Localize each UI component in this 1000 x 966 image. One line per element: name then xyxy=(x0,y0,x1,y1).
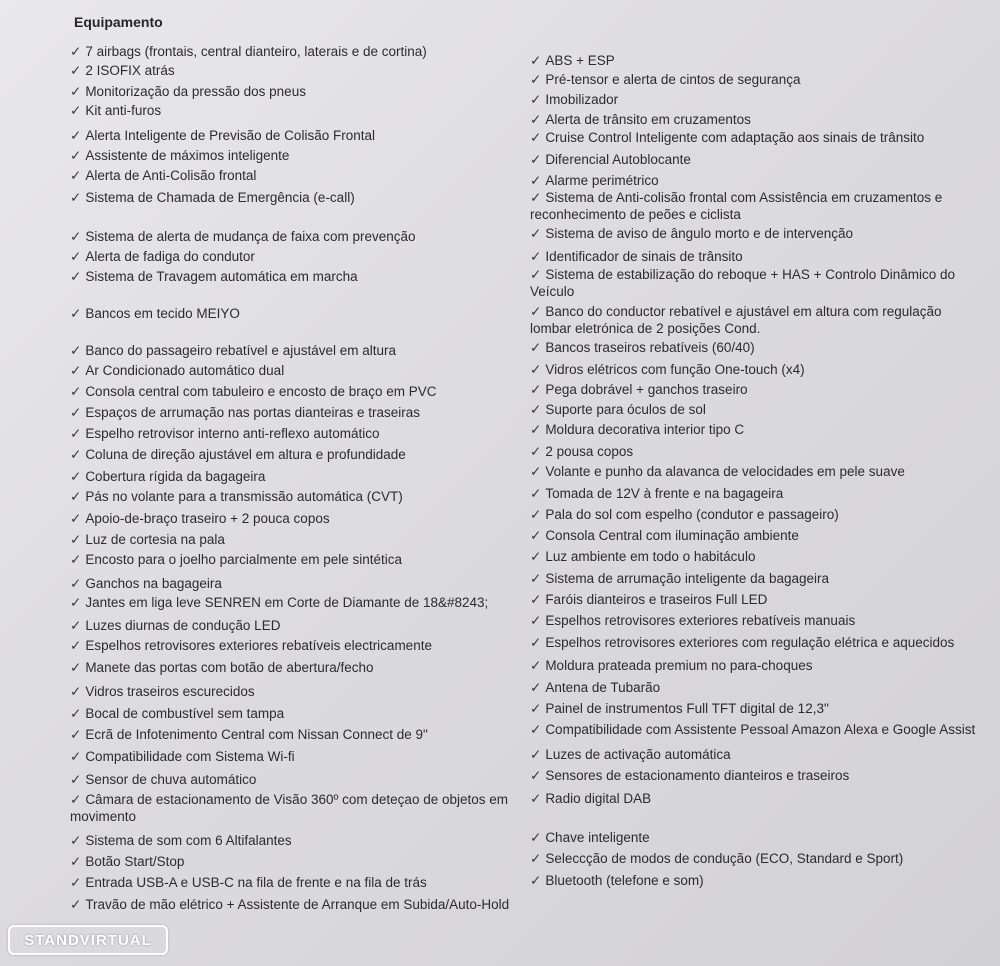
check-icon: ✓ xyxy=(530,422,542,437)
left-equipment-item xyxy=(70,771,256,788)
check-icon: ✓ xyxy=(70,229,82,244)
check-icon: ✓ xyxy=(530,528,542,543)
right-equipment-item-label: Luz ambiente em todo o habitáculo xyxy=(545,549,756,564)
left-equipment-item xyxy=(70,425,379,442)
left-equipment-item xyxy=(70,468,265,485)
right-equipment-item-label: 2 pousa copos xyxy=(545,444,634,459)
right-equipment-item xyxy=(530,52,615,69)
check-icon: ✓ xyxy=(530,402,542,417)
right-equipment-item xyxy=(530,700,829,717)
right-equipment-item xyxy=(530,679,660,696)
left-equipment-item-label: Entrada USB-A e USB-C na fila de frente e na fila de trás xyxy=(85,875,427,890)
left-equipment-item-label: Sistema de Travagem automática em marcha xyxy=(85,269,358,284)
left-equipment-item-label: Ar Condicionado automático dual xyxy=(85,363,285,378)
left-equipment-item xyxy=(70,488,403,505)
check-icon: ✓ xyxy=(70,532,82,547)
check-icon: ✓ xyxy=(70,269,82,284)
right-equipment-item-label: Identificador de sinais de trânsito xyxy=(545,249,743,264)
right-equipment-item-label: Diferencial Autoblocante xyxy=(545,152,691,167)
right-equipment-item-label: Tomada de 12V à frente e na bagageira xyxy=(545,486,784,501)
check-icon: ✓ xyxy=(70,447,82,462)
check-icon: ✓ xyxy=(530,464,542,479)
right-equipment-item xyxy=(530,225,853,242)
left-equipment-item xyxy=(70,305,240,322)
left-equipment-item-label: Alerta Inteligente de Previsão de Colisão Frontal xyxy=(85,128,375,143)
right-equipment-item-label: Cruise Control Inteligente com adaptação aos sinais de trânsito xyxy=(545,130,925,145)
check-icon: ✓ xyxy=(70,684,82,699)
right-equipment-item xyxy=(530,189,970,223)
check-icon: ✓ xyxy=(530,873,542,888)
check-icon: ✓ xyxy=(70,854,82,869)
right-equipment-item-label: Sensores de estacionamento dianteiros e traseiros xyxy=(545,768,850,783)
right-equipment-item xyxy=(530,767,849,784)
right-equipment-item xyxy=(530,485,783,502)
standvirtual-logo: STANDVIRTUAL xyxy=(8,925,168,955)
right-equipment-item xyxy=(530,248,743,265)
left-equipment-item xyxy=(70,659,374,676)
check-icon: ✓ xyxy=(530,53,542,68)
right-equipment-item xyxy=(530,381,748,398)
right-equipment-item xyxy=(530,151,691,168)
check-icon: ✓ xyxy=(530,701,542,716)
right-equipment-item-label: Compatibilidade com Assistente Pessoal Amazon Alexa e Google Assist xyxy=(545,722,976,737)
right-equipment-item xyxy=(530,612,855,629)
check-icon: ✓ xyxy=(70,897,82,912)
right-equipment-item xyxy=(530,657,812,674)
check-icon: ✓ xyxy=(530,722,542,737)
right-equipment-item-label: Consola Central com iluminação ambiente xyxy=(545,528,799,543)
check-icon: ✓ xyxy=(70,44,82,59)
check-icon: ✓ xyxy=(530,130,542,145)
right-equipment-item xyxy=(530,129,924,146)
left-equipment-item xyxy=(70,832,292,849)
left-equipment-item-label: Cobertura rígida da bagageira xyxy=(85,469,266,484)
check-icon: ✓ xyxy=(530,680,542,695)
right-equipment-item xyxy=(530,850,903,867)
right-equipment-item xyxy=(530,463,905,480)
check-icon: ✓ xyxy=(530,72,542,87)
check-icon: ✓ xyxy=(530,791,542,806)
right-equipment-item-label: Chave inteligente xyxy=(545,830,650,845)
right-equipment-item-label: Pré-tensor e alerta de cintos de segurança xyxy=(545,72,801,87)
check-icon: ✓ xyxy=(530,768,542,783)
left-equipment-item xyxy=(70,43,427,60)
left-equipment-item xyxy=(70,446,406,463)
right-equipment-item xyxy=(530,361,805,378)
right-equipment-item xyxy=(530,746,731,763)
check-icon: ✓ xyxy=(70,772,82,787)
right-equipment-item-label: Moldura prateada premium no para-choques xyxy=(545,658,813,673)
check-icon: ✓ xyxy=(70,426,82,441)
left-equipment-item-label: 2 ISOFIX atrás xyxy=(85,63,175,78)
left-equipment-item-label: Encosto para o joelho parcialmente em pele sintética xyxy=(85,552,402,567)
left-equipment-item-label: Jantes em liga leve SENREN em Corte de Diamante de 18&#8243; xyxy=(85,595,489,610)
check-icon: ✓ xyxy=(70,63,82,78)
left-equipment-item-label: Pás no volante para a transmissão automática (CVT) xyxy=(85,489,403,504)
left-equipment-item-label: Vidros traseiros escurecidos xyxy=(85,684,255,699)
right-equipment-item xyxy=(530,303,970,337)
left-equipment-item xyxy=(70,228,416,245)
check-icon: ✓ xyxy=(530,340,542,355)
left-equipment-item xyxy=(70,268,358,285)
left-equipment-item xyxy=(70,248,255,265)
right-equipment-item xyxy=(530,172,659,189)
check-icon: ✓ xyxy=(70,190,82,205)
check-icon: ✓ xyxy=(530,851,542,866)
right-equipment-item xyxy=(530,872,704,889)
left-equipment-item xyxy=(70,167,256,184)
left-equipment-item xyxy=(70,551,402,568)
left-equipment-item xyxy=(70,853,184,870)
right-equipment-item-label: Painel de instrumentos Full TFT digital de 12,3" xyxy=(545,701,829,716)
left-equipment-item-label: Travão de mão elétrico + Assistente de Arranque em Subida/Auto-Hold xyxy=(85,897,510,912)
left-equipment-item-label: Sistema de Chamada de Emergência (e-call) xyxy=(85,190,355,205)
check-icon: ✓ xyxy=(530,152,542,167)
check-icon: ✓ xyxy=(70,792,82,807)
check-icon: ✓ xyxy=(70,727,82,742)
left-equipment-item xyxy=(70,127,375,144)
check-icon: ✓ xyxy=(530,486,542,501)
right-equipment-item-label: ABS + ESP xyxy=(545,53,615,68)
left-equipment-item xyxy=(70,637,432,654)
check-icon: ✓ xyxy=(530,635,542,650)
check-icon: ✓ xyxy=(530,507,542,522)
right-equipment-item-label: Alarme perimétrico xyxy=(545,173,659,188)
right-equipment-item xyxy=(530,421,744,438)
right-equipment-item xyxy=(530,570,829,587)
check-icon: ✓ xyxy=(530,613,542,628)
right-equipment-item xyxy=(530,634,954,651)
right-equipment-item-label: Radio digital DAB xyxy=(545,791,652,806)
left-equipment-item xyxy=(70,83,306,100)
left-equipment-item-label: Ganchos na bagageira xyxy=(85,576,222,591)
check-icon: ✓ xyxy=(70,749,82,764)
left-equipment-item xyxy=(70,531,225,548)
left-equipment-item-label: Bancos em tecido MEIYO xyxy=(85,306,240,321)
check-icon: ✓ xyxy=(70,103,82,118)
check-icon: ✓ xyxy=(70,875,82,890)
left-equipment-item-label: 7 airbags (frontais, central dianteiro, laterais e de cortina) xyxy=(85,44,427,59)
check-icon: ✓ xyxy=(70,148,82,163)
right-equipment-item-label: Pega dobrável + ganchos traseiro xyxy=(545,382,748,397)
check-icon: ✓ xyxy=(70,363,82,378)
check-icon: ✓ xyxy=(70,306,82,321)
right-equipment-item-label: Bancos traseiros rebatíveis (60/40) xyxy=(545,340,755,355)
right-equipment-item-label: Sistema de estabilização do reboque + HAS + Controlo Dinâmico do Veículo xyxy=(530,267,956,299)
check-icon: ✓ xyxy=(530,549,542,564)
check-icon: ✓ xyxy=(530,190,542,205)
check-icon: ✓ xyxy=(530,444,542,459)
right-equipment-item-label: Faróis dianteiros e traseiros Full LED xyxy=(545,592,768,607)
check-icon: ✓ xyxy=(530,92,542,107)
check-icon: ✓ xyxy=(530,249,542,264)
check-icon: ✓ xyxy=(70,343,82,358)
right-equipment-item xyxy=(530,506,839,523)
right-equipment-item xyxy=(530,721,975,738)
left-equipment-item-label: Alerta de fadiga do condutor xyxy=(85,249,255,264)
left-equipment-item xyxy=(70,510,330,527)
check-icon: ✓ xyxy=(70,489,82,504)
right-equipment-item-label: Seleccção de modos de condução (ECO, Standard e Sport) xyxy=(545,851,904,866)
left-equipment-item-label: Espelhos retrovisores exteriores rebatíveis electricamente xyxy=(85,638,432,653)
right-equipment-item xyxy=(530,527,799,544)
check-icon: ✓ xyxy=(530,173,542,188)
check-icon: ✓ xyxy=(70,833,82,848)
right-equipment-item xyxy=(530,401,706,418)
left-equipment-item-label: Banco do passageiro rebatível e ajustável em altura xyxy=(85,343,396,358)
check-icon: ✓ xyxy=(70,660,82,675)
check-icon: ✓ xyxy=(70,595,82,610)
check-icon: ✓ xyxy=(530,747,542,762)
check-icon: ✓ xyxy=(70,511,82,526)
check-icon: ✓ xyxy=(70,384,82,399)
left-equipment-item xyxy=(70,342,396,359)
right-equipment-item-label: Bluetooth (telefone e som) xyxy=(545,873,704,888)
check-icon: ✓ xyxy=(530,830,542,845)
left-equipment-item-label: Sistema de som com 6 Altifalantes xyxy=(85,833,292,848)
left-equipment-item-label: Câmara de estacionamento de Visão 360º com deteçao de objetos em movimento xyxy=(70,792,509,824)
check-icon: ✓ xyxy=(530,658,542,673)
left-equipment-item-label: Apoio-de-braço traseiro + 2 pouca copos xyxy=(85,511,330,526)
right-equipment-item-label: Espelhos retrovisores exteriores rebatíveis manuais xyxy=(545,613,856,628)
check-icon: ✓ xyxy=(70,706,82,721)
left-equipment-item-label: Luzes diurnas de condução LED xyxy=(85,618,281,633)
left-equipment-item-label: Sensor de chuva automático xyxy=(85,772,257,787)
check-icon: ✓ xyxy=(530,382,542,397)
left-equipment-item xyxy=(70,404,420,421)
right-equipment-item xyxy=(530,91,618,108)
check-icon: ✓ xyxy=(70,618,82,633)
check-icon: ✓ xyxy=(70,552,82,567)
right-equipment-item xyxy=(530,443,633,460)
right-equipment-item-label: Vidros elétricos com função One-touch (x4) xyxy=(545,362,805,377)
left-equipment-item-label: Sistema de alerta de mudança de faixa com prevenção xyxy=(85,229,416,244)
right-equipment-item xyxy=(530,829,650,846)
check-icon: ✓ xyxy=(530,362,542,377)
right-equipment-item-label: Sistema de aviso de ângulo morto e de intervenção xyxy=(545,226,853,241)
right-equipment-item xyxy=(530,266,970,300)
left-equipment-item xyxy=(70,791,520,825)
left-equipment-item-label: Alerta de Anti-Colisão frontal xyxy=(85,168,257,183)
right-equipment-item xyxy=(530,548,755,565)
check-icon: ✓ xyxy=(530,592,542,607)
left-equipment-item-label: Botão Start/Stop xyxy=(85,854,185,869)
left-equipment-item xyxy=(70,726,428,743)
right-equipment-item xyxy=(530,339,755,356)
right-equipment-item-label: Sistema de Anti-colisão frontal com Assistência em cruzamentos e reconhecimento de peões e ciclista xyxy=(530,190,943,222)
right-equipment-item-label: Sistema de arrumação inteligente da bagageira xyxy=(545,571,829,586)
left-equipment-item-label: Consola central com tabuleiro e encosto de braço em PVC xyxy=(85,384,437,399)
right-equipment-item xyxy=(530,591,767,608)
check-icon: ✓ xyxy=(530,304,542,319)
left-equipment-item xyxy=(70,383,437,400)
left-equipment-item xyxy=(70,748,295,765)
left-equipment-item xyxy=(70,594,488,611)
right-equipment-item-label: Pala do sol com espelho (condutor e passageiro) xyxy=(545,507,839,522)
check-icon: ✓ xyxy=(530,571,542,586)
left-equipment-item-label: Espaços de arrumação nas portas dianteiras e traseiras xyxy=(85,405,420,420)
right-equipment-item-label: Banco do conductor rebatível e ajustável em altura com regulação lombar eletrónica de 2 posições Cond. xyxy=(530,304,942,336)
right-equipment-item-label: Luzes de activação automática xyxy=(545,747,731,762)
right-equipment-item-label: Alerta de trânsito em cruzamentos xyxy=(545,112,751,127)
left-equipment-item xyxy=(70,62,175,79)
check-icon: ✓ xyxy=(530,226,542,241)
left-equipment-item-label: Assistente de máximos inteligente xyxy=(85,148,290,163)
left-equipment-item-label: Monitorização da pressão dos pneus xyxy=(85,84,306,99)
check-icon: ✓ xyxy=(530,112,542,127)
check-icon: ✓ xyxy=(530,267,542,282)
left-equipment-item-label: Kit anti-furos xyxy=(85,103,162,118)
right-equipment-item-label: Suporte para óculos de sol xyxy=(545,402,706,417)
left-equipment-item xyxy=(70,189,355,206)
left-equipment-item xyxy=(70,683,255,700)
right-equipment-item-label: Imobilizador xyxy=(545,92,619,107)
left-equipment-item-label: Bocal de combustível sem tampa xyxy=(85,706,285,721)
check-icon: ✓ xyxy=(70,638,82,653)
left-equipment-item xyxy=(70,147,289,164)
left-equipment-item-label: Compatibilidade com Sistema Wi-fi xyxy=(85,749,295,764)
left-equipment-item-label: Ecrã de Infotenimento Central com Nissan Connect de 9" xyxy=(85,727,428,742)
right-equipment-item xyxy=(530,71,800,88)
left-equipment-item xyxy=(70,874,427,891)
left-equipment-item xyxy=(70,575,222,592)
left-equipment-item xyxy=(70,705,284,722)
right-equipment-item-label: Antena de Tubarão xyxy=(545,680,661,695)
section-heading: Equipamento xyxy=(74,14,163,30)
left-equipment-item xyxy=(70,102,161,119)
right-equipment-item xyxy=(530,790,651,807)
right-equipment-item xyxy=(530,111,751,128)
left-equipment-item xyxy=(70,896,509,913)
right-equipment-item-label: Espelhos retrovisores exteriores com regulação elétrica e aquecidos xyxy=(545,635,955,650)
right-equipment-item-label: Volante e punho da alavanca de velocidades em pele suave xyxy=(545,464,905,479)
left-equipment-item-label: Coluna de direção ajustável em altura e profundidade xyxy=(85,447,406,462)
left-equipment-item-label: Espelho retrovisor interno anti-reflexo automático xyxy=(85,426,380,441)
check-icon: ✓ xyxy=(70,405,82,420)
check-icon: ✓ xyxy=(70,128,82,143)
left-equipment-item xyxy=(70,617,280,634)
check-icon: ✓ xyxy=(70,249,82,264)
left-equipment-item xyxy=(70,362,284,379)
check-icon: ✓ xyxy=(70,576,82,591)
check-icon: ✓ xyxy=(70,84,82,99)
left-equipment-item-label: Luz de cortesia na pala xyxy=(85,532,225,547)
left-equipment-item-label: Manete das portas com botão de abertura/fecho xyxy=(85,660,374,675)
check-icon: ✓ xyxy=(70,168,82,183)
right-equipment-item-label: Moldura decorativa interior tipo C xyxy=(545,422,745,437)
check-icon: ✓ xyxy=(70,469,82,484)
